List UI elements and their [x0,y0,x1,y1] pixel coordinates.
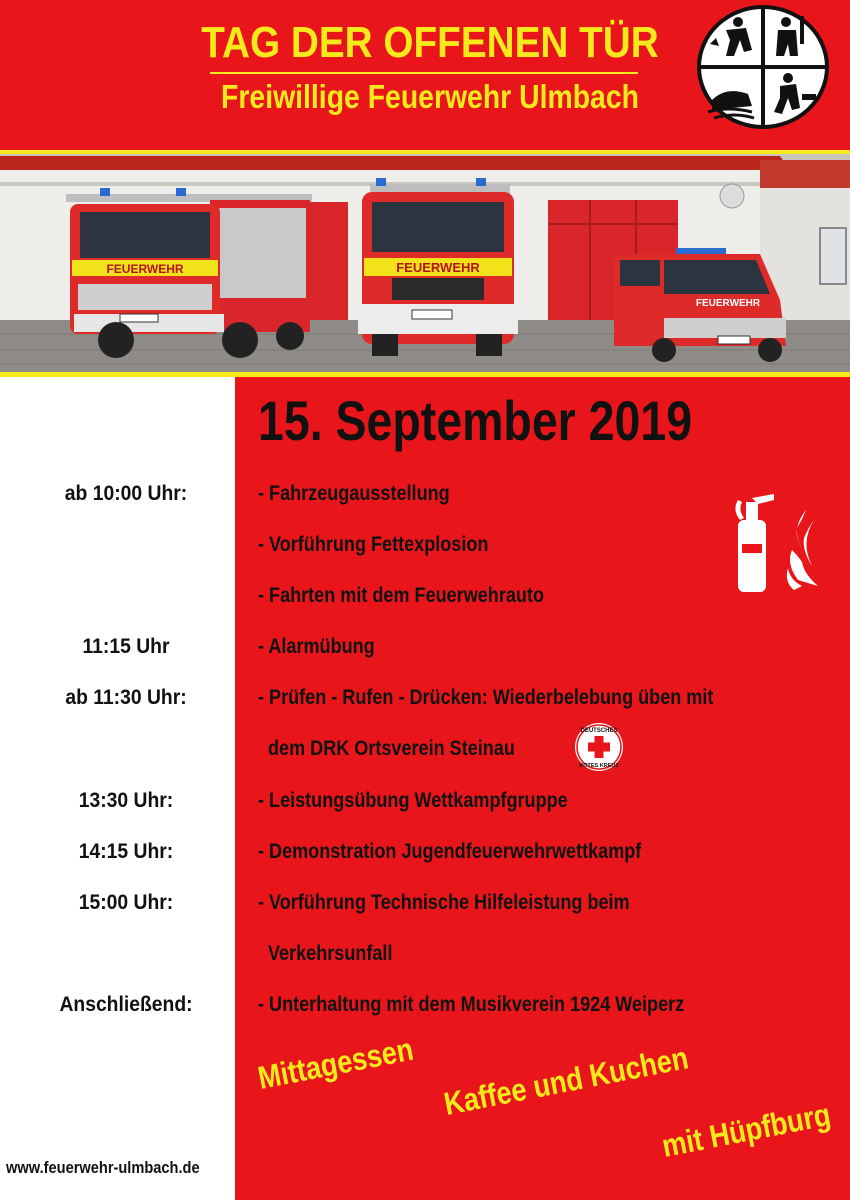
fire-extinguisher-icon [728,490,824,594]
schedule-item: - Fahrten mit dem Feuerwehrauto [258,584,544,607]
svg-text:ROTES KREUZ: ROTES KREUZ [579,763,619,769]
schedule-item: - Prüfen - Rufen - Drücken: Wiederbelebung üben mit [258,686,714,709]
schedule-item: - Vorführung Fettexplosion [258,533,489,556]
schedule-time: ab 10:00 Uhr: [64,482,188,505]
website-link[interactable]: www.feuerwehr-ulmbach.de [6,1158,200,1177]
schedule-item: - Leistungsübung Wettkampfgruppe [258,789,568,812]
schedule-time: 14:15 Uhr: [78,840,174,863]
page-title: TAG DER OFFENEN TÜR [201,18,659,67]
promo-coffee-cake: Kaffee und Kuchen [440,1039,692,1123]
schedule-time: Anschließend: [59,993,193,1016]
svg-text:DEUTSCHES: DEUTSCHES [580,728,618,734]
van-label: FEUERWEHR [695,298,761,309]
page-subtitle: Freiwillige Feuerwehr Ulmbach [221,78,639,115]
event-date: 15. September 2019 [258,389,693,452]
schedule-item: - Alarmübung [258,635,375,658]
fire-station-photo [0,154,850,372]
schedule-item: - Demonstration Jugendfeuerwehrwettkampf [258,840,642,863]
schedule-time: 11:15 Uhr [82,635,170,658]
schedule-time: 13:30 Uhr: [78,789,174,812]
schedule-item: - Fahrzeugausstellung [258,482,450,505]
schedule-time: ab 11:30 Uhr: [65,686,187,709]
schedule-item: dem DRK Ortsverein Steinau [268,737,515,760]
truck1-label: FEUERWEHR [106,262,184,276]
fire-brigade-emblem-icon [696,4,830,130]
header-banner [0,0,850,150]
schedule-time: 15:00 Uhr: [78,891,174,914]
promo-lunch: Mittagessen [254,1030,417,1097]
promo-bouncy-castle: mit Hüpfburg [658,1096,834,1165]
schedule-item: - Unterhaltung mit dem Musikverein 1924 Weiperz [258,993,685,1016]
title-divider [210,72,638,74]
schedule-item: Verkehrsunfall [268,942,393,965]
truck2-label: FEUERWEHR [396,260,480,275]
schedule-item: - Vorführung Technische Hilfeleistung beim [258,891,630,914]
red-cross-badge-icon [574,722,624,772]
